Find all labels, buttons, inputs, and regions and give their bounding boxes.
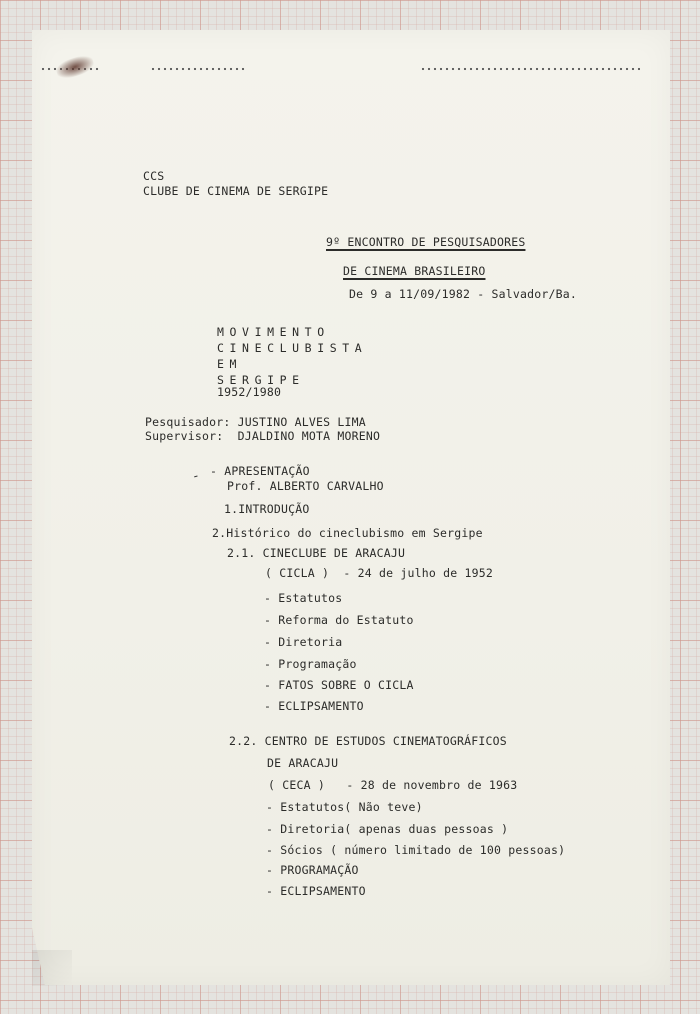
- event-line-2: DE CINEMA BRASILEIRO: [343, 264, 486, 278]
- section-2-2-heading: 2.2. CENTRO DE ESTUDOS CINEMATOGRÁFICOS: [229, 734, 507, 748]
- presentation-item: - APRESENTAÇÃO: [210, 464, 310, 478]
- section-2-1-bullet: - FATOS SOBRE O CICLA: [264, 678, 414, 692]
- section-2-1-bullet: - Programação: [264, 657, 357, 671]
- org-name: CLUBE DE CINEMA DE SERGIPE: [143, 184, 329, 198]
- item-introduction: 1.INTRODUÇÃO: [224, 502, 310, 516]
- title-line-2: CINECLUBISTA: [217, 341, 368, 355]
- section-2-2-heading-cont: DE ARACAJU: [267, 756, 339, 770]
- pen-mark: -: [190, 468, 202, 485]
- title-line-1: MOVIMENTO: [217, 325, 330, 339]
- org-abbreviation: CCS: [143, 169, 165, 183]
- section-2-1-bullet: - Estatutos: [264, 591, 343, 605]
- perforation-marks-right: [420, 66, 640, 72]
- section-2-2-abbr-date: ( CECA ) - 28 de novembro de 1963: [268, 778, 518, 792]
- title-line-4: SERGIPE: [217, 373, 305, 387]
- section-2-2-bullet: - Estatutos( Não teve): [266, 800, 423, 814]
- event-line-1: 9º ENCONTRO DE PESQUISADORES: [326, 235, 526, 249]
- section-2-2-bullet: - ECLIPSAMENTO: [266, 884, 366, 898]
- title-line-3: EM: [217, 357, 243, 371]
- section-2-1-bullet: - Reforma do Estatuto: [264, 613, 414, 627]
- section-2-1-bullet: - ECLIPSAMENTO: [264, 699, 364, 713]
- section-2-1-abbr-date: ( CICLA ) - 24 de julho de 1952: [265, 566, 493, 580]
- perforation-marks-center: [150, 66, 246, 72]
- event-date-location: De 9 a 11/09/1982 - Salvador/Ba.: [349, 287, 577, 301]
- supervisor-credit: Supervisor: DJALDINO MOTA MORENO: [145, 429, 381, 443]
- section-2-2-bullet: - Diretoria( apenas duas pessoas ): [266, 822, 509, 836]
- folded-corner-shadow: [32, 950, 72, 986]
- title-years: 1952/1980: [217, 385, 282, 399]
- section-2-1-bullet: - Diretoria: [264, 635, 343, 649]
- researcher-credit: Pesquisador: JUSTINO ALVES LIMA: [145, 415, 366, 429]
- section-2-1-heading: 2.1. CINECLUBE DE ARACAJU: [227, 546, 406, 560]
- section-2-2-bullet: - PROGRAMAÇÃO: [266, 863, 359, 877]
- presenter-name: Prof. ALBERTO CARVALHO: [227, 479, 384, 493]
- item-history: 2.Histórico do cineclubismo em Sergipe: [212, 526, 483, 540]
- section-2-2-bullet: - Sócios ( número limitado de 100 pessoas): [266, 843, 566, 857]
- paper-sheet: [32, 30, 670, 985]
